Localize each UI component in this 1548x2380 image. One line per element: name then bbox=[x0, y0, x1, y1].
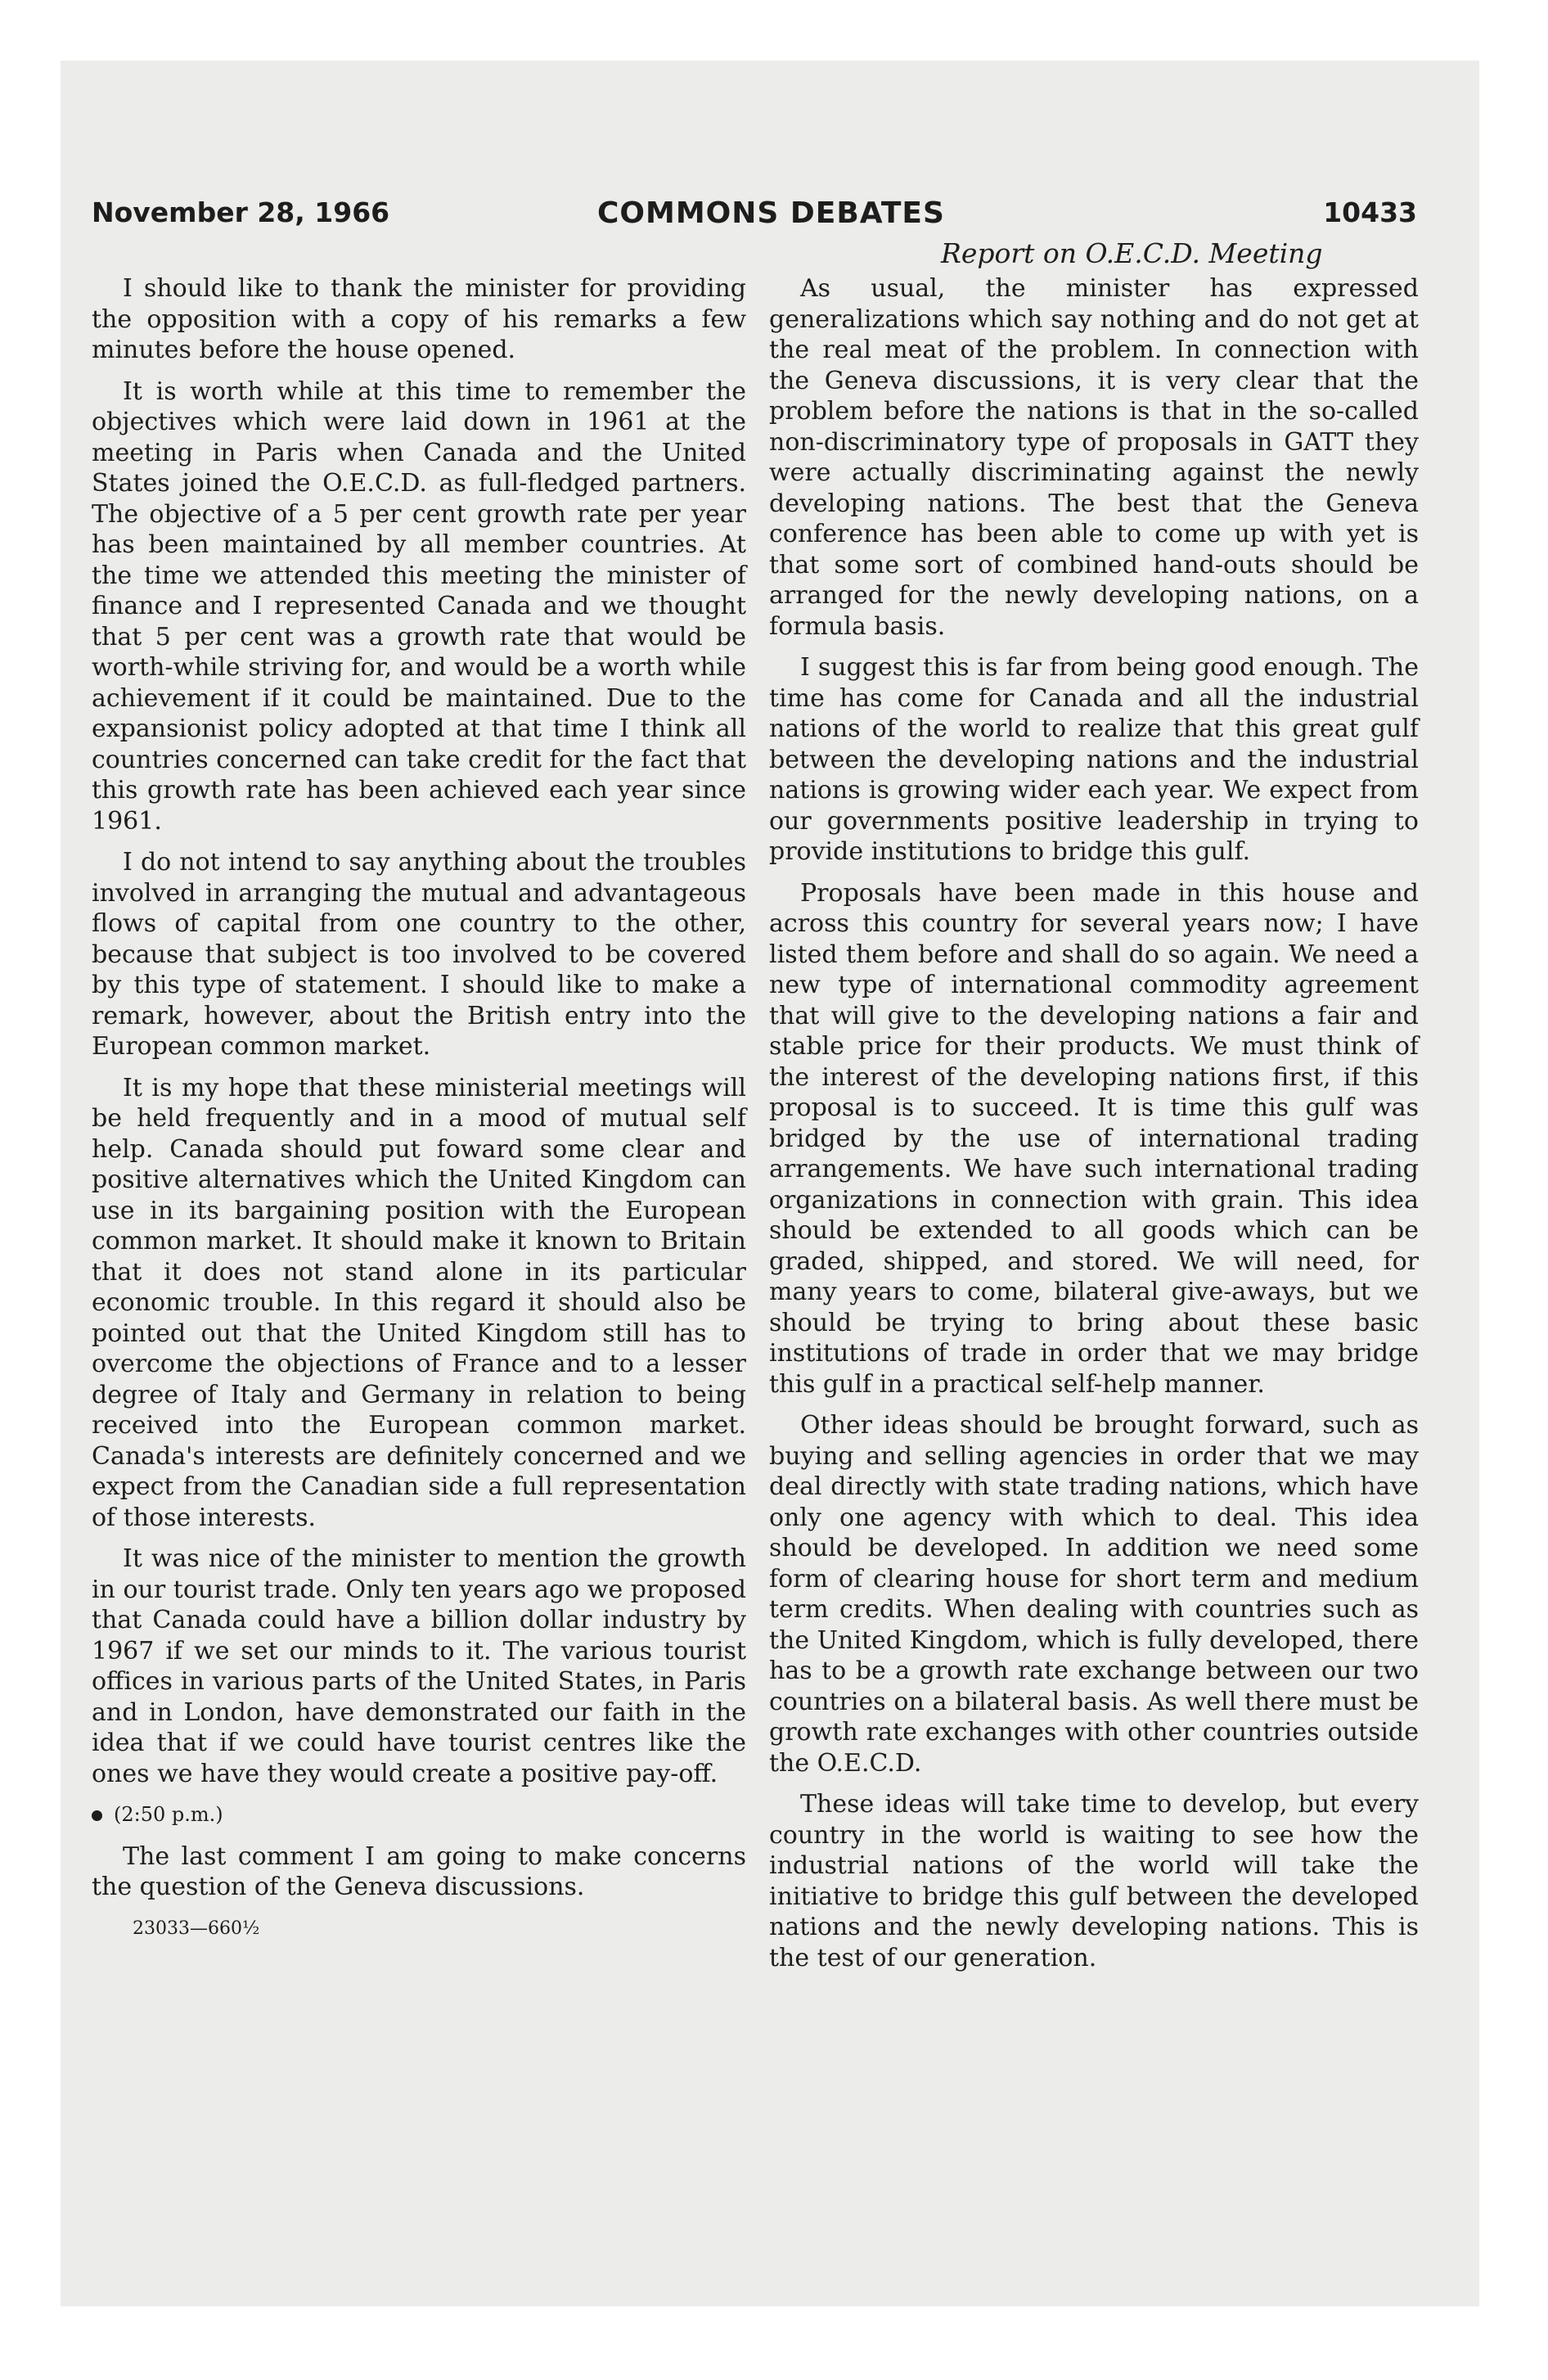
right-column bbox=[769, 273, 1419, 1984]
header-page-number: 10433 bbox=[1323, 196, 1417, 228]
time-marker bbox=[92, 1800, 746, 1831]
paragraph: I should like to thank the minister for providing the opposition with a copy of his remarks a few minutes before the house opened. bbox=[92, 274, 746, 364]
time-marker-text: (2:50 p.m.) bbox=[114, 1803, 223, 1826]
print-reference: 23033—660½ bbox=[133, 1918, 260, 1939]
paragraph: The last comment I am going to make concerns the question of the Geneva discussions. bbox=[92, 1841, 746, 1901]
paragraph: Other ideas should be brought forward, such as buying and selling agencies in order that we may deal directly with state trading nations, which have only one agency with which to deal. This idea should be developed. In addition we need some form of clearing house for short term and medium term credits. When dealing with countries such as the United Kingdom, which is fully developed, there has to be a growth rate exchange between our two countries on a bilateral basis. As well there must be growth rate exchanges with other countries outside the O.E.C.D. bbox=[769, 1411, 1419, 1778]
section-title: Report on O.E.C.D. Meeting bbox=[941, 237, 1323, 269]
paragraph: It is my hope that these ministerial meetings will be held frequently and in a mood of mutual self help. Canada should put foward some clear and positive alternatives which the United Kingdom can use in its bargaining position with the European common market. It should make it known to Britain that it does not stand alone in its particular economic trouble. In this regard it should also be pointed out that the United Kingdom still has to overcome the objections of France and to a lesser degree of Italy and Germany in relation to being received into the European common market. Canada's interests are definitely concerned and we expect from the Canadian side a full representation of those interests. bbox=[92, 1073, 746, 1532]
paragraph: I suggest this is far from being good enough. The time has come for Canada and all the industrial nations of the world to realize that this great gulf between the developing nations and the industrial nations is growing wider each year. We expect from our governments positive leadership in trying to provide institutions to bridge this gulf. bbox=[769, 653, 1419, 866]
paragraph: As usual, the minister has expressed generalizations which say nothing and do not get at the real meat of the problem. In connection with the Geneva discussions, it is very clear that the problem before the nations is that in the so-called non-discriminatory type of proposals in GATT they were actually discriminating against the newly developing nations. The best that the Geneva conference has been able to come up with yet is that some sort of combined hand-outs should be arranged for the newly developing nations, on a formula basis. bbox=[769, 274, 1419, 641]
paragraph: It was nice of the minister to mention the growth in our tourist trade. Only ten years ago we proposed that Canada could have a billion dollar industry by 1967 if we set our minds to it. The various tourist offices in various parts of the United States, in Paris and in London, have demonstrated our faith in the idea that if we could have tourist centres like the ones we have they would create a positive pay-off. bbox=[92, 1544, 746, 1788]
paragraph: These ideas will take time to develop, but every country in the world is waiting to see how the industrial nations of the world will take the initiative to bridge this gulf between the developed nations and the newly developing nations. This is the test of our generation. bbox=[769, 1790, 1419, 1972]
bullet-icon bbox=[92, 1810, 102, 1821]
header-date: November 28, 1966 bbox=[92, 196, 390, 228]
paragraph: I do not intend to say anything about the troubles involved in arranging the mutual and advantageous flows of capital from one country to the other, because that subject is too involved to be covered by this type of statement. I should like to make a remark, however, about the British entry into the European common market. bbox=[92, 848, 746, 1061]
paragraph: It is worth while at this time to remember the objectives which were laid down in 1961 at the meeting in Paris when Canada and the United States joined the O.E.C.D. as full-fledged partners. The objective of a 5 per cent growth rate per year has been maintained by all member countries. At the time we attended this meeting the minister of finance and I represented Canada and we thought that 5 per cent was a growth rate that would be worth-while striving for, and would be a worth while achievement if it could be maintained. Due to the expansionist policy adopted at that time I think all countries concerned can take credit for the fact that this growth rate has been achieved each year since 1961. bbox=[92, 376, 746, 836]
paragraph: Proposals have been made in this house and across this country for several years now; I have listed them before and shall do so again. We need a new type of international commodity agreement that will give to the developing nations a fair and stable price for their products. We must think of the interest of the developing nations first, if this proposal is to succeed. It is time this gulf was bridged by the use of international trading arrangements. We have such international trading organizations in connection with grain. This idea should be extended to all goods which can be graded, shipped, and stored. We will need, for many years to come, bilateral give-aways, but we should be trying to bring about these basic institutions of trade in order that we may bridge this gulf in a practical self-help manner. bbox=[769, 878, 1419, 1399]
left-column bbox=[92, 273, 746, 1944]
header-publication: COMMONS DEBATES bbox=[597, 196, 945, 230]
